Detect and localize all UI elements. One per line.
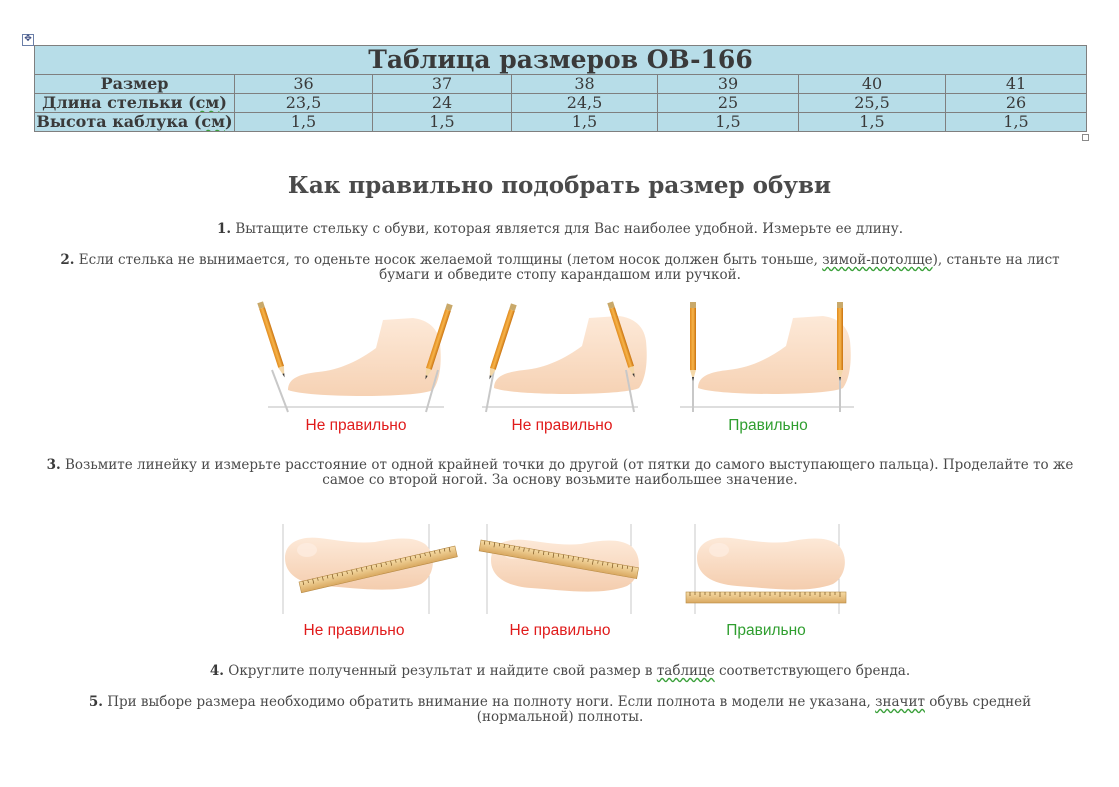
row-label-part: ): [219, 93, 227, 112]
insole-length-cell: 24,5: [512, 94, 658, 113]
step-text: Вытащите стельку с обуви, которая является для Вас наиболее удобной. Измерьте ее длину.: [231, 221, 904, 237]
spellcheck-flag: зимой-потолще: [822, 252, 933, 268]
step-text: обувь средней (нормальной) полноты.: [476, 694, 1032, 725]
size-cell: 40: [799, 75, 946, 94]
row-label-part: Высота каблука (: [36, 112, 202, 131]
step-text: Если стелька не вынимается, то оденьте носок желаемой толщины (летом носок должен быть тоньше,: [74, 252, 823, 268]
step-number: 4.: [209, 663, 224, 679]
step-text: При выборе размера необходимо обратить внимание на полноту ноги. Если полнота в модели не указана,: [102, 694, 876, 710]
insole-length-cell: 23,5: [235, 94, 373, 113]
ruler-panel-wrong-2: [479, 524, 639, 614]
size-cell: 38: [512, 75, 658, 94]
step-text: Округлите полученный результат и найдите свой размер в: [223, 663, 657, 679]
size-table: [34, 45, 1087, 132]
step-text: Возьмите линейку и измерьте расстояние от одной крайней точки до другой (от пятки до самого выступающего пальца). Проделайте то же самое со второй ногой. За основу возьмите наибольшее значение.: [60, 457, 1074, 488]
insole-length-cell: 25: [658, 94, 799, 113]
size-cell: 39: [658, 75, 799, 94]
table-row-insole-length: [35, 94, 1087, 113]
step-3: [40, 458, 1080, 488]
size-cell: 37: [373, 75, 512, 94]
pencil-panel-wrong-1: [257, 301, 452, 412]
step-number: 3.: [46, 457, 61, 473]
spellcheck-flag: см: [195, 93, 220, 112]
step-number: 2.: [60, 252, 75, 268]
caption-wrong-2: Не правильно: [511, 417, 613, 434]
caption-wrong-3: Не правильно: [303, 622, 405, 639]
table-resize-handle[interactable]: [1082, 134, 1089, 141]
caption-wrong-4: Не правильно: [509, 622, 611, 639]
pencil-panel-wrong-2: [482, 301, 647, 412]
spellcheck-flag: значит: [875, 694, 925, 710]
guide-heading: Как правильно подобрать размер обуви: [287, 172, 832, 199]
insole-length-cell: 24: [373, 94, 512, 113]
heel-height-cell: 1,5: [512, 113, 658, 132]
heel-height-cell: 1,5: [658, 113, 799, 132]
row-label-part: ): [225, 112, 233, 131]
row-label-size: Размер: [35, 75, 235, 94]
ruler-measuring-illustrations: [275, 520, 855, 618]
step-number: 1.: [216, 221, 232, 237]
step-text: соответствующего бренда.: [714, 663, 911, 679]
ruler-panel-right: [686, 524, 846, 614]
heel-height-cell: 1,5: [235, 113, 373, 132]
pencil-tracing-illustrations: [250, 300, 870, 415]
spellcheck-flag: см: [201, 112, 226, 131]
step-number: 5.: [88, 694, 103, 710]
table-title: Таблица размеров OB-166: [35, 46, 1087, 75]
heel-height-cell: 1,5: [373, 113, 512, 132]
insole-length-cell: 25,5: [799, 94, 946, 113]
step-2: [40, 253, 1080, 283]
heel-height-cell: 1,5: [799, 113, 946, 132]
step-4: [60, 664, 1060, 679]
step-text: ), станьте на лист бумаги и обведите стопу карандашом или ручкой.: [379, 252, 1060, 283]
table-row-heel-height: [35, 113, 1087, 132]
table-title-row: [35, 46, 1087, 75]
spellcheck-flag: таблице: [656, 663, 715, 679]
step-5: [40, 695, 1080, 725]
caption-right: Правильно: [728, 417, 808, 434]
step-1: [60, 222, 1060, 237]
pencil-panel-right: [680, 302, 854, 412]
insole-length-cell: 26: [946, 94, 1087, 113]
caption-right-2: Правильно: [726, 622, 806, 639]
table-move-handle-icon[interactable]: ✥: [22, 34, 34, 46]
ruler-panel-wrong-1: [283, 524, 457, 614]
size-cell: 41: [946, 75, 1087, 94]
row-label-part: Длина стельки (: [42, 93, 196, 112]
heel-height-cell: 1,5: [946, 113, 1087, 132]
caption-wrong-1: Не правильно: [305, 417, 407, 434]
row-label-insole-length: [35, 94, 235, 113]
row-label-heel-height: [35, 113, 235, 132]
table-row-size: [35, 75, 1087, 94]
size-cell: 36: [235, 75, 373, 94]
